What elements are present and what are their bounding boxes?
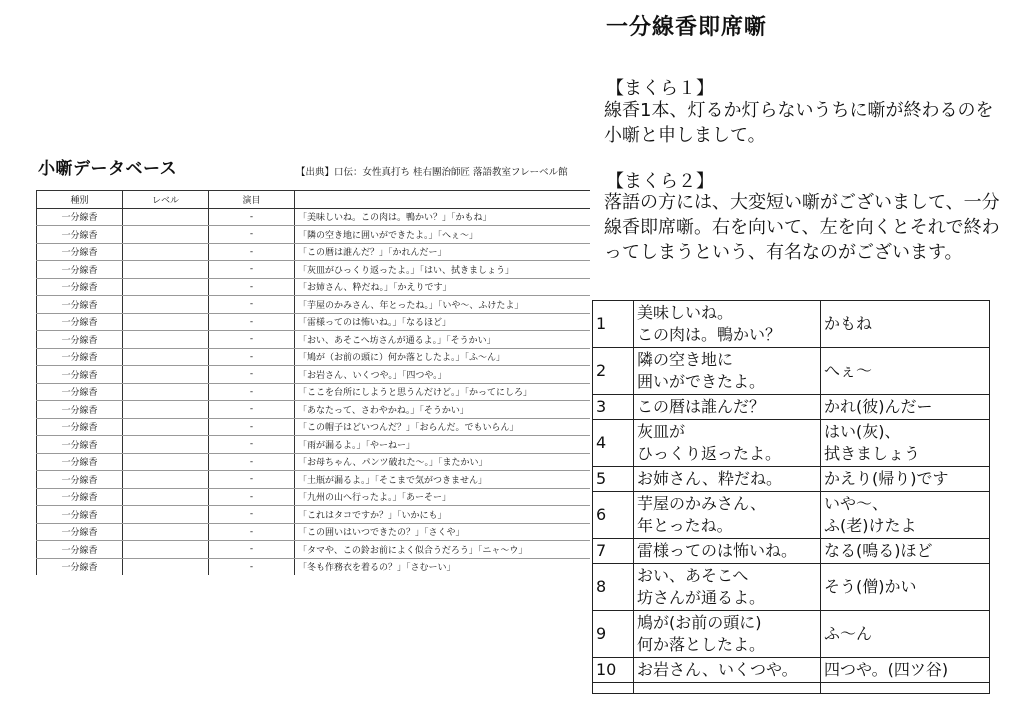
row-level — [123, 226, 209, 244]
row-title: - — [209, 471, 295, 489]
makura2-text: 落語の方には、大変短い噺がございまして、一分線香即席噺。右を向いて、左を向くとそれで終わってしまうという、有名なのがございます。 — [604, 192, 1000, 263]
joke-row — [593, 564, 990, 611]
joke-setup: この暦は誰んだ？ — [634, 395, 821, 420]
row-type: 一分線香 — [37, 313, 123, 331]
row-title: - — [209, 418, 295, 436]
joke-number: 3 — [593, 395, 634, 420]
joke-setup: 雷様ってのは怖いね。 — [634, 539, 821, 564]
row-level — [123, 296, 209, 314]
row-title: - — [209, 296, 295, 314]
joke-row — [593, 467, 990, 492]
table-row — [37, 313, 591, 331]
joke-row — [593, 658, 990, 683]
row-text: 「雷様ってのは怖いね。」「なるほど」 — [295, 313, 591, 331]
joke-punchline: そう(僧)かい — [821, 564, 990, 611]
joke-punchline: かえり(帰り)です — [821, 467, 990, 492]
table-row — [37, 366, 591, 384]
row-title: - — [209, 383, 295, 401]
joke-number: 4 — [593, 420, 634, 467]
joke-punchline: ふ～ん — [821, 611, 990, 658]
row-type: 一分線香 — [37, 453, 123, 471]
table-row — [37, 243, 591, 261]
joke-row — [593, 348, 990, 395]
row-text: 「これはタコですか？」「いかにも」 — [295, 506, 591, 524]
database-header-row — [37, 191, 591, 209]
table-row — [37, 471, 591, 489]
joke-punchline: 四つや。(四ツ谷) — [821, 658, 990, 683]
row-title: - — [209, 313, 295, 331]
row-type: 一分線香 — [37, 436, 123, 454]
row-text: 「おい、あそこへ坊さんが通るよ。」「そうかい」 — [295, 331, 591, 349]
row-level — [123, 471, 209, 489]
row-title: - — [209, 541, 295, 559]
row-text: 「冬も作務衣を着るの？」「さむーい」 — [295, 558, 591, 575]
row-text: 「お母ちゃん、パンツ破れた～。」「またかい」 — [295, 453, 591, 471]
row-level — [123, 208, 209, 226]
joke-punchline: かもね — [821, 301, 990, 348]
row-text: 「土瓶が漏るよ。」「そこまで気がつきません」 — [295, 471, 591, 489]
table-row — [37, 488, 591, 506]
row-title: - — [209, 331, 295, 349]
row-text: 「隣の空き地に囲いができたよ。」「へぇ～」 — [295, 226, 591, 244]
row-level — [123, 348, 209, 366]
row-type: 一分線香 — [37, 348, 123, 366]
row-level — [123, 453, 209, 471]
table-row — [37, 523, 591, 541]
table-row — [37, 418, 591, 436]
header-level: レベル — [123, 191, 209, 209]
database-table — [36, 190, 590, 575]
header-type: 種別 — [37, 191, 123, 209]
database-body — [37, 208, 591, 575]
row-type: 一分線香 — [37, 523, 123, 541]
row-level — [123, 366, 209, 384]
row-level — [123, 331, 209, 349]
joke-setup: おい、あそこへ 坊さんが通るよ。 — [634, 564, 821, 611]
database-source: 【出典】口伝：女性真打ち 桂右團治師匠 落語教室フレーベル館 — [296, 167, 568, 178]
table-row — [37, 453, 591, 471]
joke-number: 6 — [593, 492, 634, 539]
row-type: 一分線香 — [37, 488, 123, 506]
joke-setup: 灰皿が ひっくり返ったよ。 — [634, 420, 821, 467]
row-type: 一分線香 — [37, 418, 123, 436]
row-text: 「お姉さん、粋だね。」「かえりです」 — [295, 278, 591, 296]
row-level — [123, 436, 209, 454]
joke-row-partial — [593, 683, 990, 694]
row-type: 一分線香 — [37, 296, 123, 314]
row-title: - — [209, 261, 295, 279]
row-text: 「芋屋のかみさん、年とったね。」「いや～、ふけたよ」 — [295, 296, 591, 314]
row-text: 「雨が漏るよ。」「やーねー」 — [295, 436, 591, 454]
table-row — [37, 226, 591, 244]
row-title: - — [209, 558, 295, 575]
row-type: 一分線香 — [37, 331, 123, 349]
row-type: 一分線香 — [37, 278, 123, 296]
header-text — [295, 191, 591, 209]
row-title: - — [209, 506, 295, 524]
table-row — [37, 383, 591, 401]
header-title: 演目 — [209, 191, 295, 209]
page-title: 一分線香即席噺 — [606, 15, 768, 40]
joke-number: 10 — [593, 658, 634, 683]
row-level — [123, 558, 209, 575]
row-title: - — [209, 208, 295, 226]
joke-cell-empty — [634, 683, 821, 694]
joke-punchline: いや～、 ふ(老)けたよ — [821, 492, 990, 539]
row-level — [123, 523, 209, 541]
row-title: - — [209, 401, 295, 419]
row-title: - — [209, 348, 295, 366]
row-level — [123, 506, 209, 524]
table-row — [37, 296, 591, 314]
row-text: 「九州の山へ行ったよ。」「あーそー」 — [295, 488, 591, 506]
table-row — [37, 348, 591, 366]
row-text: 「タマや、この鈴お前によく似合うだろう」「ニャ～ウ」 — [295, 541, 591, 559]
joke-punchline: へぇ～ — [821, 348, 990, 395]
joke-table-body — [593, 301, 990, 694]
table-row — [37, 558, 591, 575]
row-title: - — [209, 366, 295, 384]
row-text: 「鳩が（お前の頭に）何か落としたよ。」「ふ～ん」 — [295, 348, 591, 366]
row-text: 「この囲いはいつできたの？」「さくや」 — [295, 523, 591, 541]
joke-row — [593, 301, 990, 348]
makura1-text: 線香1本、灯るか灯らないうちに噺が終わるのを小噺と申しまして。 — [604, 100, 994, 146]
joke-cell-empty — [821, 683, 990, 694]
joke-number: 9 — [593, 611, 634, 658]
row-text: 「この暦は誰んだ？」「かれんだー」 — [295, 243, 591, 261]
joke-punchline: はい(灰)、 拭きましょう — [821, 420, 990, 467]
row-type: 一分線香 — [37, 261, 123, 279]
row-text: 「お岩さん、いくつや。」「四つや。」 — [295, 366, 591, 384]
row-type: 一分線香 — [37, 243, 123, 261]
table-row — [37, 541, 591, 559]
row-level — [123, 541, 209, 559]
joke-number: 2 — [593, 348, 634, 395]
row-level — [123, 313, 209, 331]
row-level — [123, 401, 209, 419]
table-row — [37, 436, 591, 454]
row-type: 一分線香 — [37, 366, 123, 384]
joke-punchline: なる(鳴る)ほど — [821, 539, 990, 564]
row-text: 「ここを台所にしようと思うんだけど。」「かってにしろ」 — [295, 383, 591, 401]
row-type: 一分線香 — [37, 401, 123, 419]
joke-table — [592, 300, 990, 694]
table-row — [37, 261, 591, 279]
joke-number: 5 — [593, 467, 634, 492]
joke-setup: 隣の空き地に 囲いができたよ。 — [634, 348, 821, 395]
joke-row — [593, 395, 990, 420]
row-type: 一分線香 — [37, 541, 123, 559]
table-row — [37, 401, 591, 419]
row-title: - — [209, 278, 295, 296]
joke-row — [593, 420, 990, 467]
row-text: 「あなたって、さわやかね。」「そうかい」 — [295, 401, 591, 419]
row-type: 一分線香 — [37, 383, 123, 401]
joke-setup: お姉さん、粋だね。 — [634, 467, 821, 492]
table-row — [37, 506, 591, 524]
joke-number: 8 — [593, 564, 634, 611]
joke-punchline: かれ(彼)んだー — [821, 395, 990, 420]
row-level — [123, 418, 209, 436]
row-title: - — [209, 226, 295, 244]
row-text: 「灰皿がひっくり返ったよ。」「はい、拭きましょう」 — [295, 261, 591, 279]
joke-setup: 芋屋のかみさん、 年とったね。 — [634, 492, 821, 539]
joke-row — [593, 492, 990, 539]
row-level — [123, 243, 209, 261]
row-title: - — [209, 243, 295, 261]
joke-row — [593, 539, 990, 564]
database-title: 小噺データベース — [38, 159, 178, 179]
row-text: 「この帽子はどいつんだ？」「おらんだ。でもいらん」 — [295, 418, 591, 436]
table-row — [37, 278, 591, 296]
makura1-heading: 【まくら１】 — [606, 78, 714, 99]
row-type: 一分線香 — [37, 471, 123, 489]
joke-cell-empty — [593, 683, 634, 694]
joke-setup: 鳩が(お前の頭に) 何か落としたよ。 — [634, 611, 821, 658]
row-type: 一分線香 — [37, 506, 123, 524]
joke-setup: お岩さん、いくつや。 — [634, 658, 821, 683]
row-level — [123, 383, 209, 401]
joke-number: 1 — [593, 301, 634, 348]
joke-row — [593, 611, 990, 658]
makura2-heading: 【まくら２】 — [606, 171, 714, 192]
row-title: - — [209, 436, 295, 454]
table-row — [37, 208, 591, 226]
row-type: 一分線香 — [37, 558, 123, 575]
row-level — [123, 278, 209, 296]
row-text: 「美味しいね。この肉は。鴨かい？」「かもね」 — [295, 208, 591, 226]
joke-number: 7 — [593, 539, 634, 564]
table-row — [37, 331, 591, 349]
row-title: - — [209, 453, 295, 471]
joke-setup: 美味しいね。 この肉は。鴨かい？ — [634, 301, 821, 348]
row-title: - — [209, 523, 295, 541]
row-level — [123, 261, 209, 279]
row-type: 一分線香 — [37, 226, 123, 244]
row-title: - — [209, 488, 295, 506]
row-level — [123, 488, 209, 506]
row-type: 一分線香 — [37, 208, 123, 226]
